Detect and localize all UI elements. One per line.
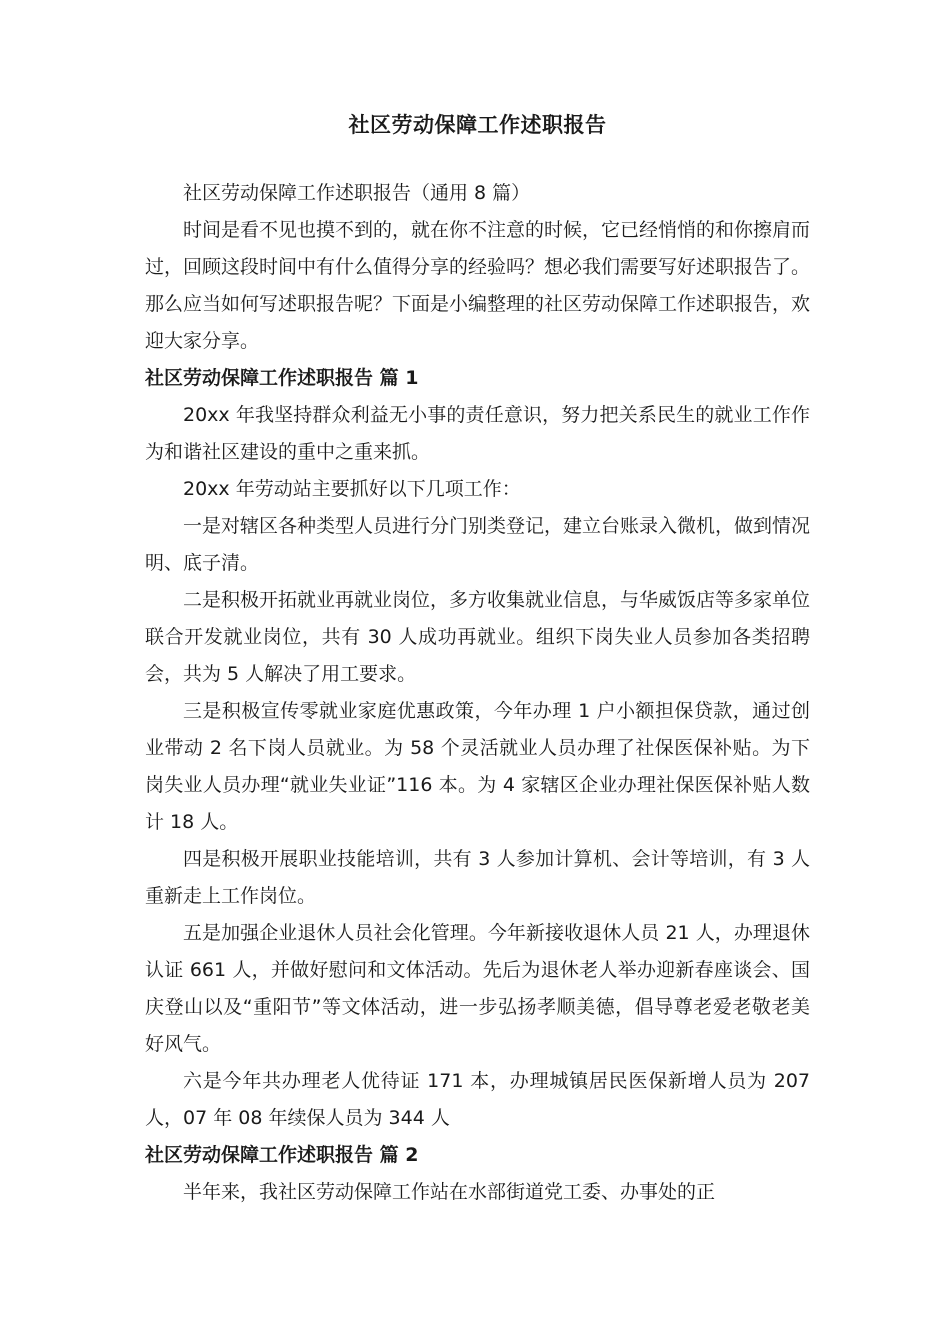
paragraph: 三是积极宣传零就业家庭优惠政策，今年办理 1 户小额担保贷款，通过创业带动 2 名下岗人员就业。为 58 个灵活就业人员办理了社保医保补贴。为下岗失业人员办理“就业失业证”116 本。为 4 家辖区企业办理社保医保补贴人数计 18 人。 (145, 700, 810, 833)
paragraph: 半年来，我社区劳动保障工作站在水部街道党工委、办事处的正 (183, 1181, 716, 1203)
document-title: 社区劳动保障工作述职报告 (348, 113, 607, 137)
paragraph: 六是今年共办理老人优待证 171 本，办理城镇居民医保新增人员为 207 人，07 年 08 年续保人员为 344 人 (145, 1070, 810, 1129)
paragraph: 二是积极开拓就业再就业岗位，多方收集就业信息，与华威饭店等多家单位联合开发就业岗位，共有 30 人成功再就业。组织下岗失业人员参加各类招聘会，共为 5 人解决了用工要求。 (145, 589, 811, 685)
paragraph: 时间是看不见也摸不到的，就在你不注意的时候，它已经悄悄的和你擦肩而过，回顾这段时间中有什么值得分享的经验吗？想必我们需要写好述职报告了。那么应当如何写述职报告呢？下面是小编整理的社区劳动保障工作述职报告，欢迎大家分享。 (145, 219, 811, 352)
document-body (145, 175, 810, 1211)
section-heading: 社区劳动保障工作述职报告 篇 2 (145, 1144, 419, 1166)
paragraph: 20xx 年我坚持群众利益无小事的责任意识，努力把关系民生的就业工作作为和谐社区建设的重中之重来抓。 (145, 404, 810, 463)
paragraph: 四是积极开展职业技能培训，共有 3 人参加计算机、会计等培训，有 3 人重新走上工作岗位。 (145, 848, 810, 907)
document-page (145, 105, 810, 1211)
paragraph: 一是对辖区各种类型人员进行分门别类登记，建立台账录入微机，做到情况明、底子清。 (145, 515, 811, 574)
paragraph: 五是加强企业退休人员社会化管理。今年新接收退休人员 21 人，办理退休认证 661 人，并做好慰问和文体活动。先后为退休老人举办迎新春座谈会、国庆登山以及“重阳节”等文体活动，进一步弘扬孝顺美德，倡导尊老爱老敬老美好风气。 (145, 922, 810, 1055)
paragraph: 社区劳动保障工作述职报告（通用 8 篇） (183, 182, 531, 204)
section-heading: 社区劳动保障工作述职报告 篇 1 (145, 367, 419, 389)
paragraph: 20xx 年劳动站主要抓好以下几项工作： (183, 478, 521, 500)
